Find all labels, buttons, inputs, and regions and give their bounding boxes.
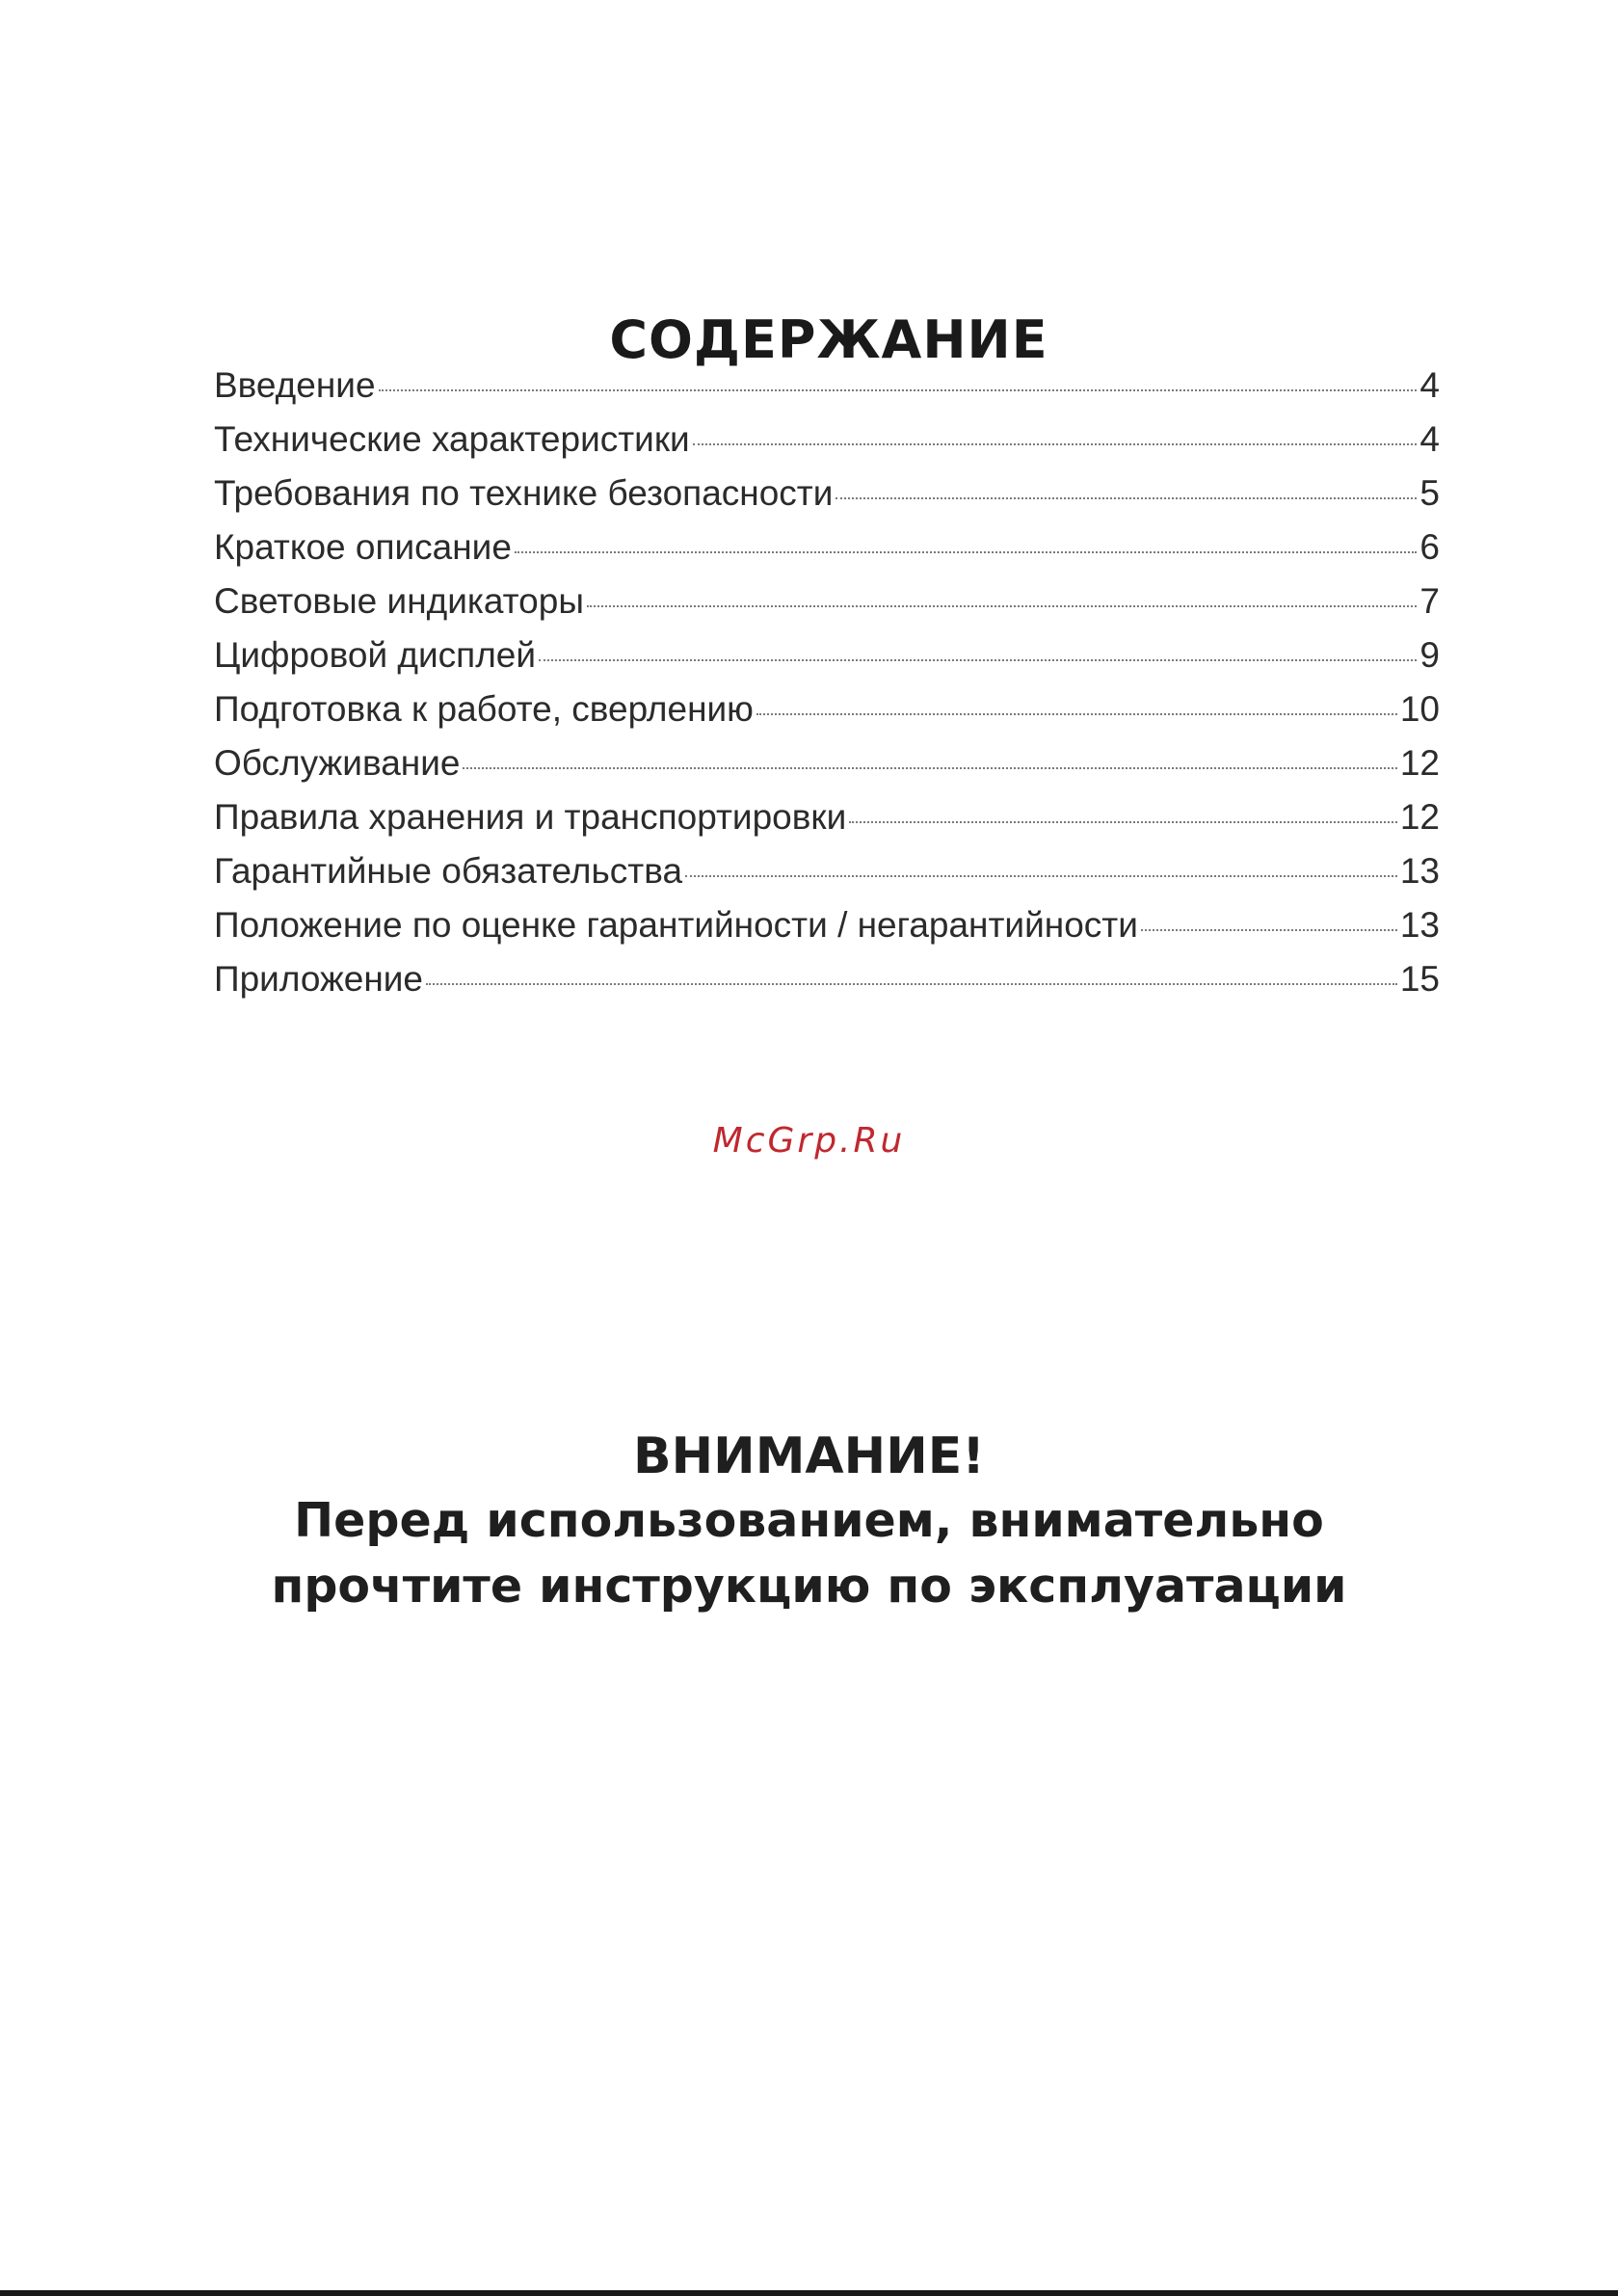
toc-item-label: Цифровой дисплей (214, 635, 537, 675)
toc-item-leader (849, 821, 1397, 823)
toc-item-label: Обслуживание (214, 743, 461, 783)
toc-item-leader (693, 443, 1418, 445)
toc-item[interactable] (214, 467, 1440, 521)
bottom-border (0, 2290, 1618, 2296)
toc-item[interactable] (214, 413, 1440, 467)
toc-item-page: 9 (1419, 635, 1440, 675)
warning-line-2: прочтите инструкцию по эксплуатации (271, 1559, 1347, 1614)
toc-item-page: 13 (1399, 905, 1440, 945)
table-of-contents (214, 359, 1440, 1006)
toc-item[interactable] (214, 682, 1440, 736)
toc-item-leader (836, 497, 1417, 499)
toc-item-label: Подготовка к работе, сверлению (214, 689, 754, 729)
toc-item-page: 6 (1419, 527, 1440, 567)
toc-item[interactable] (214, 898, 1440, 952)
toc-item-label: Технические характеристики (214, 419, 690, 459)
toc-item[interactable] (214, 628, 1440, 682)
toc-item-leader (1141, 929, 1397, 931)
toc-item-leader (379, 389, 1418, 391)
toc-item[interactable] (214, 844, 1440, 898)
warning-block (0, 1425, 1618, 1619)
toc-item-label: Введение (214, 365, 376, 405)
toc-item-label: Приложение (214, 959, 424, 999)
toc-item-label: Краткое описание (214, 527, 512, 567)
toc-item-leader (426, 983, 1397, 985)
toc-item-page: 13 (1399, 851, 1440, 891)
toc-item-label: Положение по оценке гарантийности / негарантийности (214, 905, 1138, 945)
toc-item-label: Световые индикаторы (214, 581, 584, 621)
watermark-text: McGrp.Ru (712, 1121, 906, 1161)
warning-line-1: Перед использованием, внимательно (294, 1493, 1324, 1548)
toc-item-label: Правила хранения и транспортировки (214, 797, 847, 837)
toc-item[interactable] (214, 790, 1440, 844)
toc-item-leader (587, 605, 1417, 607)
toc-item-leader (515, 551, 1418, 553)
toc-item-leader (539, 659, 1417, 661)
toc-item-label: Гарантийные обязательства (214, 851, 683, 891)
toc-item[interactable] (214, 359, 1440, 413)
toc-item[interactable] (214, 521, 1440, 574)
toc-item[interactable] (214, 952, 1440, 1006)
toc-item-page: 12 (1399, 797, 1440, 837)
toc-item-label: Требования по технике безопасности (214, 473, 834, 513)
toc-item-page: 4 (1419, 419, 1440, 459)
toc-item-page: 12 (1399, 743, 1440, 783)
toc-title: СОДЕРЖАНИЕ (609, 309, 1048, 371)
toc-item[interactable] (214, 736, 1440, 790)
toc-item-page: 4 (1419, 365, 1440, 405)
toc-item-page: 15 (1399, 959, 1440, 999)
toc-item-leader (463, 767, 1396, 769)
toc-item-page: 10 (1399, 689, 1440, 729)
toc-item-page: 7 (1419, 581, 1440, 621)
warning-title: ВНИМАНИЕ! (633, 1428, 985, 1485)
toc-item-page: 5 (1419, 473, 1440, 513)
toc-item[interactable] (214, 574, 1440, 628)
toc-item-leader (685, 875, 1397, 877)
toc-item-leader (756, 713, 1397, 715)
